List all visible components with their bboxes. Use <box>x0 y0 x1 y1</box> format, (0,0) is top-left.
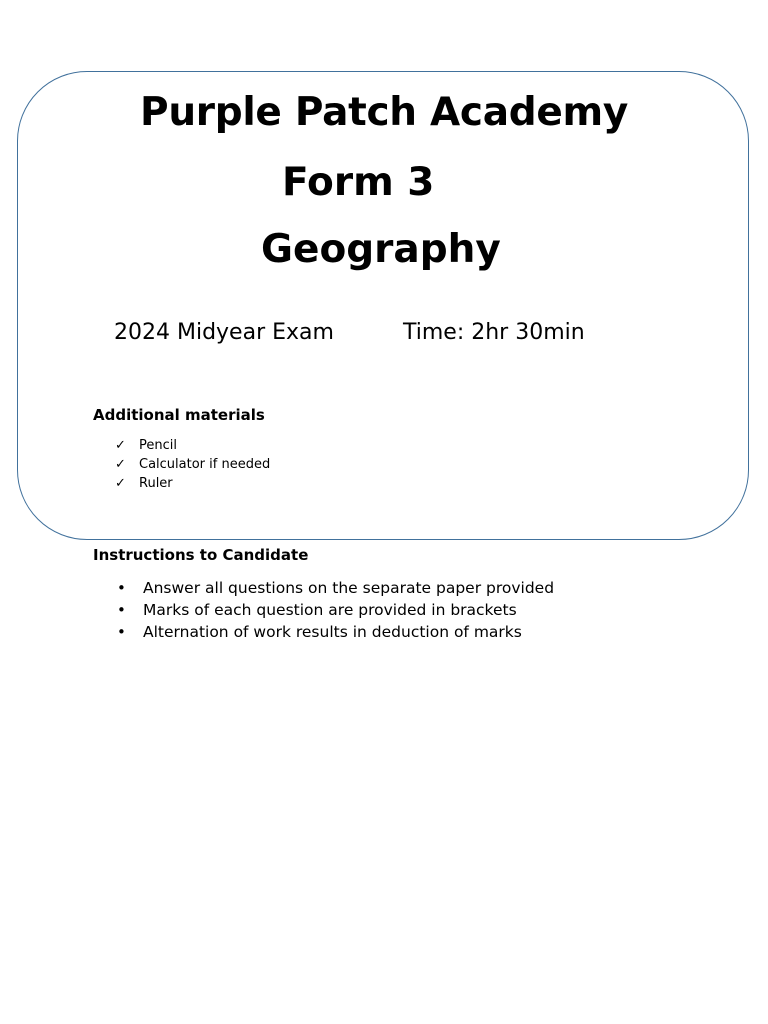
instructions-list <box>117 577 554 643</box>
material-label: Pencil <box>139 438 177 453</box>
instructions-heading: Instructions to Candidate <box>93 546 309 564</box>
additional-materials-heading: Additional materials <box>93 406 265 424</box>
bullet-icon: • <box>117 623 126 641</box>
list-item <box>117 621 554 643</box>
list-item <box>115 474 270 493</box>
list-item <box>117 599 554 621</box>
exam-name: 2024 Midyear Exam <box>114 320 334 345</box>
additional-materials-list <box>115 436 270 493</box>
checkmark-icon: ✓ <box>115 438 126 453</box>
instruction-text: Marks of each question are provided in brackets <box>143 601 517 619</box>
material-label: Ruler <box>139 476 173 491</box>
subject-title: Geography <box>261 227 501 272</box>
instruction-text: Alternation of work results in deduction of marks <box>143 623 522 641</box>
school-name: Purple Patch Academy <box>140 90 628 135</box>
material-label: Calculator if needed <box>139 457 271 472</box>
checkmark-icon: ✓ <box>115 457 126 472</box>
list-item <box>117 577 554 599</box>
bullet-icon: • <box>117 579 126 597</box>
list-item <box>115 436 270 455</box>
exam-time: Time: 2hr 30min <box>403 320 585 345</box>
bullet-icon: • <box>117 601 126 619</box>
checkmark-icon: ✓ <box>115 476 126 491</box>
form-level: Form 3 <box>282 160 435 205</box>
instruction-text: Answer all questions on the separate paper provided <box>143 579 555 597</box>
list-item <box>115 455 270 474</box>
